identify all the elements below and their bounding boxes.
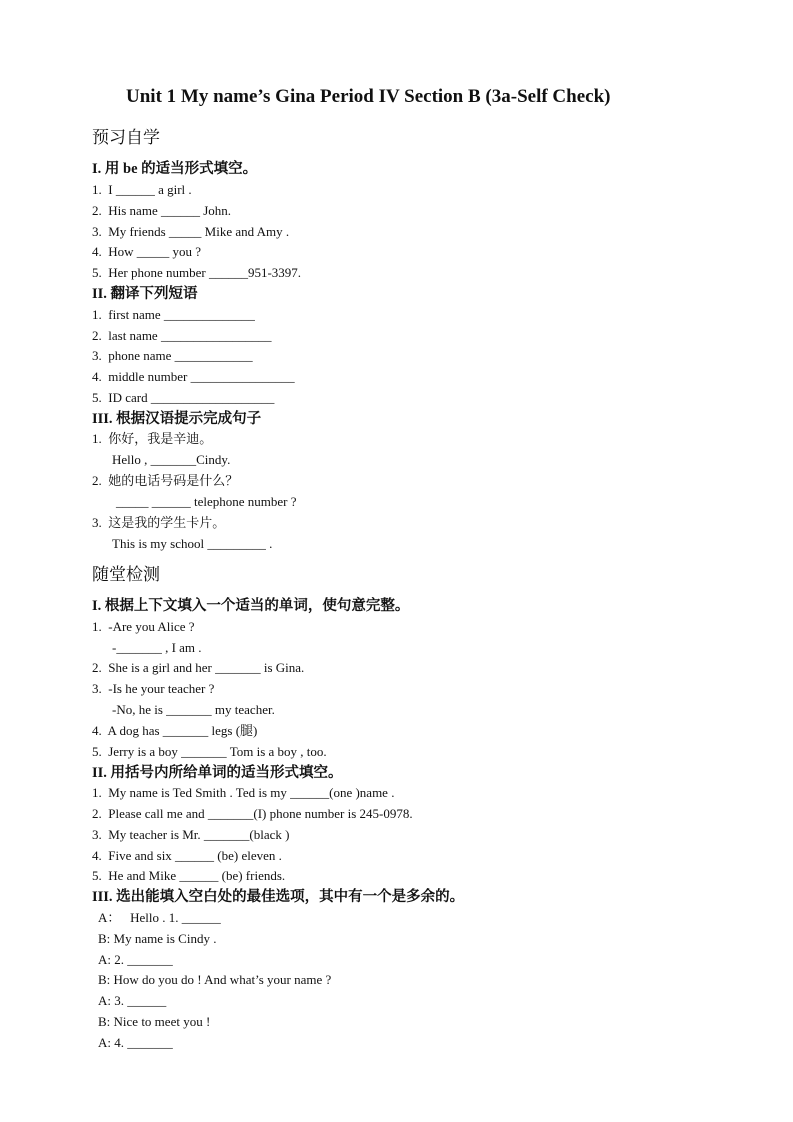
- inclass-part2-item: 2. Please call me and _______(I) phone number is 245-0978.: [92, 806, 413, 821]
- inclass-part1-item: -No, he is _______ my teacher.: [112, 702, 275, 717]
- inclass-part2-heading: II. 用括号内所给单词的适当形式填空。: [92, 765, 343, 781]
- inclass-part1-item: 1. -Are you Alice ?: [92, 619, 195, 634]
- inclass-part2-item: 4. Five and six ______ (be) eleven .: [92, 848, 282, 863]
- inclass-part1-heading: I. 根据上下文填入一个适当的单词，使句意完整。: [92, 598, 410, 614]
- inclass-part1-item: 5. Jerry is a boy _______ Tom is a boy , too.: [92, 744, 327, 759]
- inclass-section-heading: 随堂检测: [92, 565, 160, 584]
- dialogue-line: A: 4. _______: [98, 1035, 173, 1050]
- inclass-part2-item: 5. He and Mike ______ (be) friends.: [92, 868, 286, 883]
- preview-part3-answer-line: _____ ______ telephone number ?: [116, 494, 297, 509]
- preview-part1-item: 5. Her phone number ______951-3397.: [92, 265, 302, 280]
- preview-part3-answer-line: Hello , _______Cindy.: [112, 452, 231, 467]
- dialogue-line: A： Hello . 1. ______: [98, 910, 221, 925]
- preview-part1-item: 1. I ______ a girl .: [92, 182, 192, 197]
- preview-part3-question-cn: 2. 她的电话号码是什么？: [92, 473, 239, 488]
- preview-part1-item: 4. How _____ you ?: [92, 244, 202, 259]
- dialogue-line: A: 2. _______: [98, 952, 173, 967]
- inclass-part1-item: -_______ , I am .: [112, 640, 202, 655]
- preview-part2-item: 3. phone name ____________: [92, 348, 253, 363]
- dialogue-line: B: How do you do ! And what’s your name ?: [98, 972, 332, 987]
- preview-part3-heading: III. 根据汉语提示完成句子: [92, 411, 262, 427]
- preview-section-heading: 预习自学: [92, 128, 160, 147]
- preview-part2-item: 2. last name _________________: [92, 328, 272, 343]
- page-title: Unit 1 My name’s Gina Period IV Section B (3a-Self Check): [126, 86, 611, 107]
- preview-part1-item: 3. My friends _____ Mike and Amy .: [92, 224, 290, 239]
- preview-part2-heading: II. 翻译下列短语: [92, 286, 198, 302]
- inclass-part3-heading: III. 选出能填入空白处的最佳选项，其中有一个是多余的。: [92, 889, 465, 905]
- dialogue-line: B: Nice to meet you !: [98, 1014, 211, 1029]
- inclass-part1-item: 4. A dog has _______ legs (腿): [92, 723, 258, 738]
- dialogue-line: B: My name is Cindy .: [98, 931, 217, 946]
- preview-part2-item: 1. first name ______________: [92, 307, 255, 322]
- preview-part3-question-cn: 1. 你好，我是辛迪。: [92, 431, 213, 446]
- inclass-part2-item: 3. My teacher is Mr. _______(black ): [92, 827, 290, 842]
- inclass-part1-item: 2. She is a girl and her _______ is Gina.: [92, 660, 305, 675]
- inclass-part2-item: 1. My name is Ted Smith . Ted is my ______(one )name .: [92, 785, 395, 800]
- preview-part2-item: 4. middle number ________________: [92, 369, 295, 384]
- preview-part3-answer-line: This is my school _________ .: [112, 536, 273, 551]
- preview-part1-heading: I. 用 be 的适当形式填空。: [92, 161, 258, 177]
- preview-part2-item: 5. ID card ___________________: [92, 390, 275, 405]
- preview-part3-question-cn: 3. 这是我的学生卡片。: [92, 515, 226, 530]
- inclass-part1-item: 3. -Is he your teacher ?: [92, 681, 215, 696]
- preview-part1-item: 2. His name ______ John.: [92, 203, 232, 218]
- dialogue-line: A: 3. ______: [98, 993, 167, 1008]
